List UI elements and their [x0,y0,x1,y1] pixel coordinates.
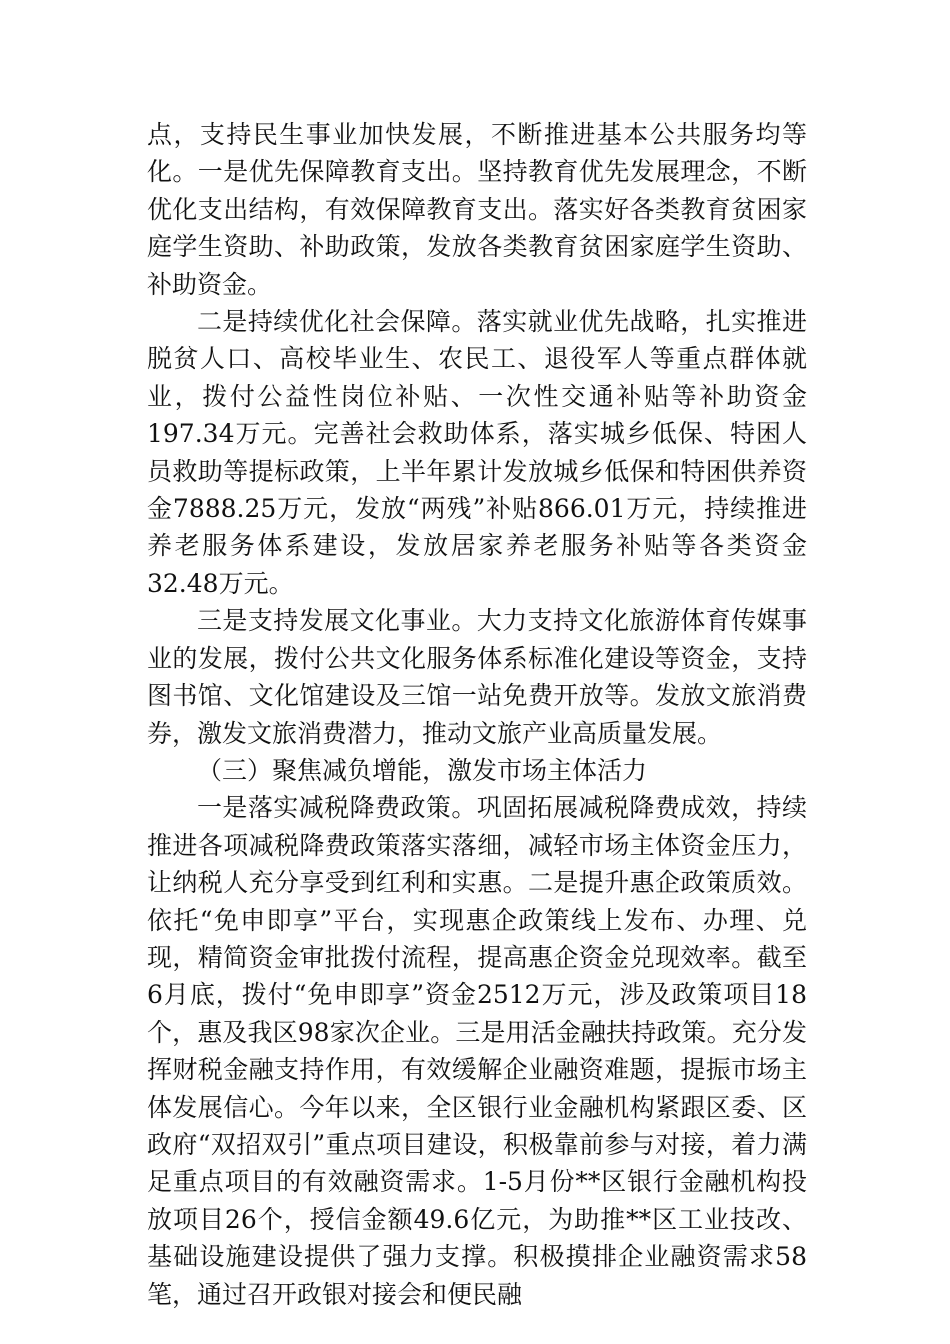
section-heading: （三）聚焦减负增能，激发市场主体活力 [197,755,648,785]
paragraph-social-security: 二是持续优化社会保障。落实就业优先战略，扎实推进脱贫人口、高校毕业生、农民工、退役军人等重点群体就业，拨付公益性岗位补贴、一次性交通补贴等补助资金197.34万元。完善社会救助体系，落实城乡低保、特困人员救助等提标政策，上半年累计发放城乡低保和特困供养资金7888.25万元，发放“两残”补贴866.01万元，持续推进养老服务体系建设，发放居家养老服务补贴等各类资金32.48万元。 [147,307,807,598]
paragraph-tax-relief: 一是落实减税降费政策。巩固拓展减税降费成效，持续推进各项减税降费政策落实落细，减轻市场主体资金压力，让纳税人充分享受到红利和实惠。二是提升惠企政策质效。依托“免申即享”平台，实现惠企政策线上发布、办理、兑现，精简资金审批拨付流程，提高惠企资金兑现效率。截至6月底，拨付“免申即享”资金2512万元，涉及政策项目18个，惠及我区98家次企业。三是用活金融扶持政策。充分发挥财税金融支持作用，有效缓解企业融资难题，提振市场主体发展信心。今年以来，全区银行业金融机构紧跟区委、区政府“双招双引”重点项目建设，积极靠前参与对接，着力满足重点项目的有效融资需求。1-5月份**区银行金融机构投放项目26个，授信金额49.6亿元，为助推**区工业技改、基础设施建设提供了强力支撑。积极摸排企业融资需求58笔，通过召开政银对接会和便民融 [147,793,807,1309]
paragraph-culture: 三是支持发展文化事业。大力支持文化旅游体育传媒事业的发展，拨付公共文化服务体系标准化建设等资金，支持图书馆、文化馆建设及三馆一站免费开放等。发放文旅消费券，激发文旅消费潜力，推动文旅产业高质量发展。 [147,606,807,748]
paragraph-continuation: 点，支持民生事业加快发展，不断推进基本公共服务均等化。一是优先保障教育支出。坚持教育优先发展理念，不断优化支出结构，有效保障教育支出。落实好各类教育贫困家庭学生资助、补助政策，发放各类教育贫困家庭学生资助、补助资金。 [147,120,807,299]
document-page [147,116,807,1313]
